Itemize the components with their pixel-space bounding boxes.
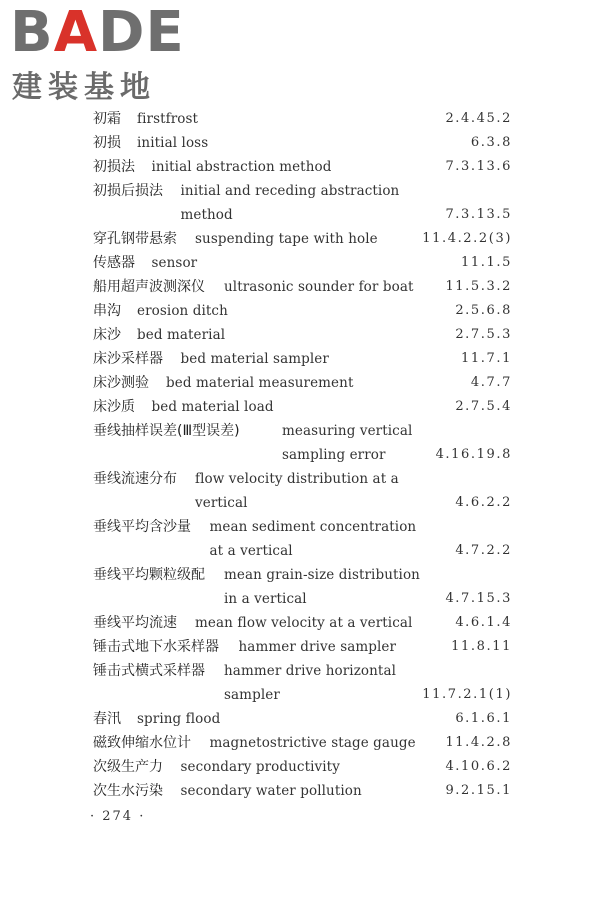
glossary-entry bbox=[0, 252, 600, 274]
glossary-entry bbox=[0, 468, 600, 490]
entry-section-number: 2.5.6.8 bbox=[455, 303, 512, 318]
glossary-entry bbox=[0, 396, 600, 418]
entry-english-continuation: sampler bbox=[224, 687, 280, 703]
entry-section-number: 2.7.5.4 bbox=[455, 399, 512, 414]
glossary-entry bbox=[0, 612, 600, 634]
entry-chinese-term: 垂线平均流速 bbox=[93, 615, 177, 631]
entry-english-term: bed material load bbox=[151, 399, 274, 415]
entry-english-term: magnetostrictive stage gauge bbox=[209, 735, 416, 751]
entry-section-number: 6.1.6.1 bbox=[455, 711, 512, 726]
entry-english-continuation: vertical bbox=[195, 495, 248, 511]
entry-section-number: 4.6.1.4 bbox=[455, 615, 512, 630]
entry-english-term: hammer drive sampler bbox=[238, 639, 397, 655]
entry-english-term: suspending tape with hole bbox=[195, 231, 378, 247]
glossary-entry bbox=[0, 156, 600, 178]
glossary-entry bbox=[0, 564, 600, 586]
glossary-entry-continuation bbox=[0, 444, 600, 466]
entry-chinese-term: 垂线抽样误差(Ⅲ型误差) bbox=[93, 423, 240, 439]
glossary-entry-continuation bbox=[0, 492, 600, 514]
glossary-entry bbox=[0, 420, 600, 442]
entry-section-number: 4.10.6.2 bbox=[445, 759, 512, 774]
entry-section-number: 2.4.45.2 bbox=[445, 111, 512, 126]
entry-chinese-term: 次级生产力 bbox=[93, 759, 163, 775]
entry-section-number: 7.3.13.6 bbox=[445, 159, 512, 174]
entry-english-term: mean sediment concentration bbox=[209, 519, 417, 535]
entry-english-term: bed material measurement bbox=[166, 375, 354, 391]
entry-chinese-term: 床沙 bbox=[93, 327, 121, 343]
entry-section-number: 11.7.2.1(1) bbox=[422, 687, 512, 702]
entry-english-term: initial loss bbox=[137, 135, 209, 151]
entry-english-term: firstfrost bbox=[137, 111, 199, 127]
glossary-entry bbox=[0, 108, 600, 130]
entry-english-term: erosion ditch bbox=[137, 303, 228, 319]
entry-chinese-term: 串沟 bbox=[93, 303, 121, 319]
entry-section-number: 11.8.11 bbox=[451, 639, 512, 654]
entry-section-number: 9.2.15.1 bbox=[445, 783, 512, 798]
entry-english-term: hammer drive horizontal bbox=[224, 663, 397, 679]
entry-chinese-term: 床沙质 bbox=[93, 399, 135, 415]
entry-section-number: 11.4.2.2(3) bbox=[422, 231, 512, 246]
entry-english-term: secondary water pollution bbox=[180, 783, 362, 799]
entry-english-term: mean grain-size distribution bbox=[224, 567, 420, 583]
entry-section-number: 2.7.5.3 bbox=[455, 327, 512, 342]
entry-english-continuation: sampling error bbox=[282, 447, 386, 463]
entry-english-term: measuring vertical bbox=[282, 423, 413, 439]
entry-english-term: spring flood bbox=[137, 711, 221, 727]
entry-section-number: 11.5.3.2 bbox=[445, 279, 512, 294]
entry-chinese-term: 垂线流速分布 bbox=[93, 471, 177, 487]
entry-chinese-term: 次生水污染 bbox=[93, 783, 163, 799]
logo-wordmark: BADE bbox=[10, 0, 185, 65]
glossary-entry-continuation bbox=[0, 588, 600, 610]
glossary-entry-continuation bbox=[0, 540, 600, 562]
entry-chinese-term: 初霜 bbox=[93, 111, 121, 127]
glossary-entry bbox=[0, 636, 600, 658]
glossary-entry bbox=[0, 732, 600, 754]
entry-english-continuation: in a vertical bbox=[224, 591, 307, 607]
entry-section-number: 11.7.1 bbox=[461, 351, 512, 366]
entry-english-term: initial and receding abstraction bbox=[180, 183, 400, 199]
entry-chinese-term: 春汛 bbox=[93, 711, 121, 727]
glossary-entry bbox=[0, 348, 600, 370]
entry-section-number: 7.3.13.5 bbox=[445, 207, 512, 222]
glossary-entry-continuation bbox=[0, 204, 600, 226]
glossary-entry bbox=[0, 756, 600, 778]
entry-chinese-term: 初损 bbox=[93, 135, 121, 151]
glossary-entry bbox=[0, 516, 600, 538]
entry-english-term: mean flow velocity at a vertical bbox=[195, 615, 413, 631]
entry-section-number: 4.7.7 bbox=[470, 375, 512, 390]
glossary-entry bbox=[0, 708, 600, 730]
logo-subtitle: 建装基地 bbox=[12, 70, 156, 105]
entry-chinese-term: 锤击式地下水采样器 bbox=[93, 639, 219, 655]
glossary-entry bbox=[0, 324, 600, 346]
page-number: · 274 · bbox=[90, 809, 146, 824]
entry-chinese-term: 床沙采样器 bbox=[93, 351, 163, 367]
glossary-entry bbox=[0, 180, 600, 202]
glossary-entry bbox=[0, 780, 600, 802]
entry-chinese-term: 船用超声波测深仪 bbox=[93, 279, 205, 295]
glossary-entry bbox=[0, 300, 600, 322]
entry-english-term: ultrasonic sounder for boat bbox=[224, 279, 414, 295]
entry-english-term: bed material sampler bbox=[180, 351, 329, 367]
entry-section-number: 4.7.2.2 bbox=[455, 543, 512, 558]
glossary-entry bbox=[0, 276, 600, 298]
entry-english-continuation: method bbox=[180, 207, 233, 223]
entry-chinese-term: 垂线平均颗粒级配 bbox=[93, 567, 205, 583]
entry-chinese-term: 传感器 bbox=[93, 255, 135, 271]
entry-english-term: secondary productivity bbox=[180, 759, 340, 775]
glossary-entry bbox=[0, 132, 600, 154]
entry-english-term: sensor bbox=[151, 255, 198, 271]
entry-chinese-term: 锤击式横式采样器 bbox=[93, 663, 205, 679]
entry-chinese-term: 垂线平均含沙量 bbox=[93, 519, 191, 535]
entry-section-number: 4.7.15.3 bbox=[445, 591, 512, 606]
glossary-entry bbox=[0, 228, 600, 250]
entry-section-number: 11.1.5 bbox=[461, 255, 512, 270]
entry-section-number: 4.6.2.2 bbox=[455, 495, 512, 510]
entry-english-term: bed material bbox=[137, 327, 226, 343]
entry-chinese-term: 初损法 bbox=[93, 159, 135, 175]
entry-chinese-term: 初损后损法 bbox=[93, 183, 163, 199]
glossary-entry-continuation bbox=[0, 684, 600, 706]
entry-chinese-term: 磁致伸缩水位计 bbox=[93, 735, 191, 751]
entry-english-continuation: at a vertical bbox=[209, 543, 293, 559]
glossary-entry bbox=[0, 660, 600, 682]
entry-chinese-term: 穿孔钢带悬索 bbox=[93, 231, 177, 247]
entry-section-number: 4.16.19.8 bbox=[435, 447, 512, 462]
entry-section-number: 11.4.2.8 bbox=[445, 735, 512, 750]
entry-english-term: initial abstraction method bbox=[151, 159, 332, 175]
glossary-entry bbox=[0, 372, 600, 394]
entry-section-number: 6.3.8 bbox=[470, 135, 512, 150]
entry-english-term: flow velocity distribution at a bbox=[195, 471, 399, 487]
entry-chinese-term: 床沙测验 bbox=[93, 375, 149, 391]
